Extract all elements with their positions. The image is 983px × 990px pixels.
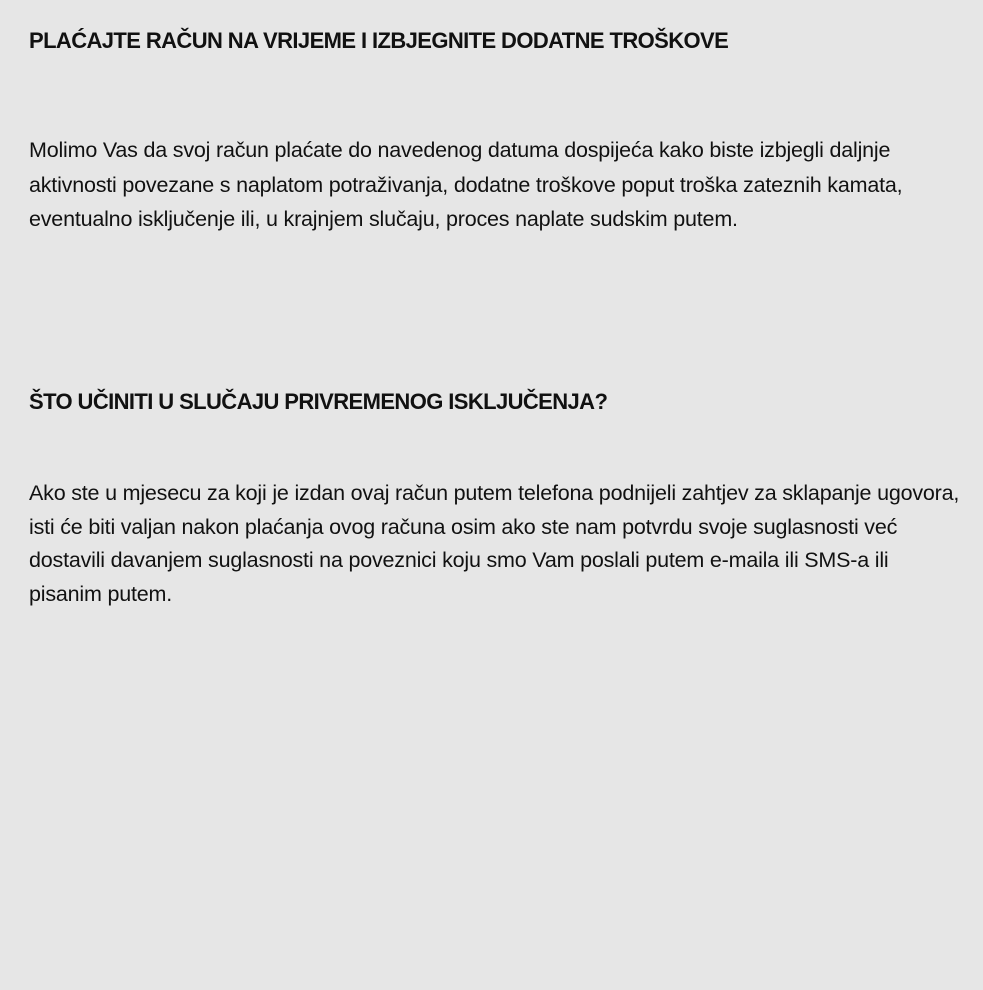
section-heading-temporary-disconnection: ŠTO UČINITI U SLUČAJU PRIVREMENOG ISKLJUČENJA? [29,389,608,414]
section-body-pay-on-time: Molimo Vas da svoj račun plaćate do navedenog datuma dospijeća kako biste izbjegli daljnje aktivnosti povezane s naplatom potraživanja, dodatne troškove poput troška zateznih kamata, eventualno isključenje ili, u krajnjem slučaju, proces naplate sudskim putem. [29,138,903,231]
section-body-temporary-disconnection: Ako ste u mjesecu za koji je izdan ovaj račun putem telefona podnijeli zahtjev za sklapanje ugovora, isti će biti valjan nakon plaćanja ovog računa osim ako ste nam potvrdu svoje suglasnosti već dostavili davanjem suglasnosti na poveznici koju smo Vam poslali putem e-maila ili SMS-a ili pisanim putem. [29,481,960,606]
section-heading-pay-on-time: PLAĆAJTE RAČUN NA VRIJEME I IZBJEGNITE DODATNE TROŠKOVE [29,28,729,53]
